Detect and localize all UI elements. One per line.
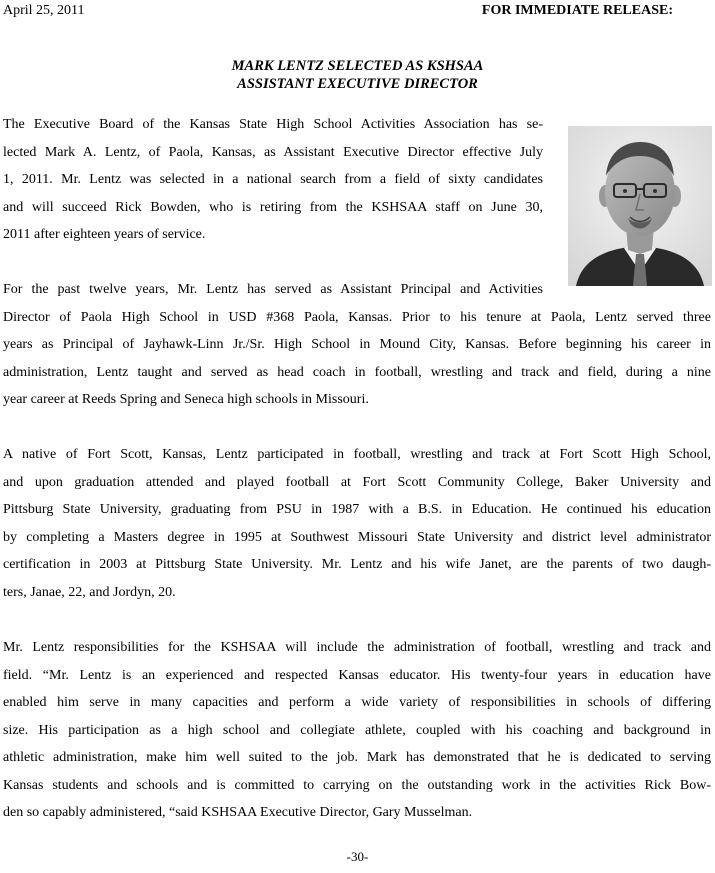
headline-line-1: MARK LENTZ SELECTED AS KSHSAA — [231, 58, 484, 74]
text-line: den so capably administered, “said KSHSAA Executive Director, Gary Musselman. — [3, 805, 473, 820]
text-line: administration, Lentz taught and served as head coach in football, wrestling and track and field, during a nine — [3, 365, 711, 380]
text-line: The Executive Board of the Kansas State High School Activities Association has se- — [3, 117, 543, 132]
text-line: lected Mark A. Lentz, of Paola, Kansas, as Assistant Executive Director effective July — [3, 145, 543, 160]
text-line: year career at Reeds Spring and Seneca high schools in Missouri. — [3, 392, 369, 407]
text-line: Pittsburg State University, graduating from PSU in 1987 with a B.S. in Education. He continued his education — [3, 502, 711, 517]
text-line: For the past twelve years, Mr. Lentz has served as Assistant Principal and Activities — [3, 282, 543, 297]
text-line: years as Principal of Jayhawk-Linn Jr./Sr. High School in Mound City, Kansas. Before beginning his career in — [3, 337, 711, 352]
date-line: April 25, 2011 — [3, 3, 85, 18]
portrait-photo — [568, 126, 712, 286]
page-number: -30- — [346, 849, 369, 864]
person-portrait-icon — [568, 126, 712, 286]
text-line: enabled him serve in many capacities and perform a wide variety of responsibilities in schools of differing — [3, 695, 711, 710]
text-line: Kansas students and schools and is committed to carrying on the outstanding work in the activities Rick Bow- — [3, 778, 711, 793]
text-line: size. His participation as a high school and collegiate athlete, coupled with his coaching and background in — [3, 723, 711, 738]
text-line: field. “Mr. Lentz is an experienced and respected Kansas educator. His twenty-four years in education have — [3, 668, 711, 683]
text-line: by completing a Masters degree in 1995 at Southwest Missouri State University and district level administrator — [3, 530, 711, 545]
text-line: Mr. Lentz responsibilities for the KSHSAA will include the administration of football, wrestling and track and — [3, 640, 711, 655]
text-line: athletic administration, make him well suited to the job. Mark has demonstrated that he is dedicated to serving — [3, 750, 711, 765]
text-line: and upon graduation attended and played football at Fort Scott Community College, Baker University and — [3, 475, 711, 490]
text-line: A native of Fort Scott, Kansas, Lentz participated in football, wrestling and track at Fort Scott High School, — [3, 447, 711, 462]
text-line: and will succeed Rick Bowden, who is retiring from the KSHSAA staff on June 30, — [3, 200, 543, 215]
text-line: Director of Paola High School in USD #368 Paola, Kansas. Prior to his tenure at Paola, Lentz served three — [3, 310, 711, 325]
text-line: 1, 2011. Mr. Lentz was selected in a national search from a field of sixty candidates — [3, 172, 543, 187]
text-line: 2011 after eighteen years of service. — [3, 227, 206, 242]
headline-line-2: ASSISTANT EXECUTIVE DIRECTOR — [237, 76, 478, 92]
text-line: ters, Janae, 22, and Jordyn, 20. — [3, 585, 176, 600]
release-label: FOR IMMEDIATE RELEASE: — [481, 3, 673, 18]
text-line: certification in 2003 at Pittsburg State University. Mr. Lentz and his wife Janet, are the parents of two daugh- — [3, 557, 711, 572]
